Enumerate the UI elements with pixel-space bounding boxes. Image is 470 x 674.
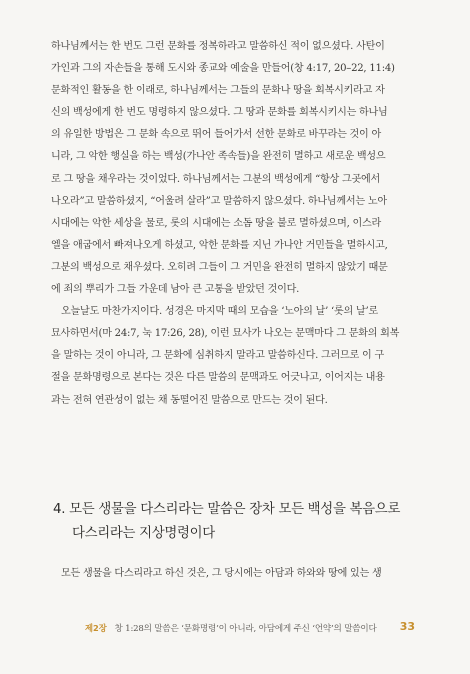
body-line: 에 죄의 뿌리가 그들 가운데 남아 큰 고통을 받았던 것이다. — [51, 284, 300, 296]
body-line: 나오라”고 말씀하셨지, “어울려 살라”고 말씀하지 않으셨다. 하나님께서는 노아 — [51, 195, 387, 207]
body-line: 로 그 땅을 채우라는 것이었다. 하나님께서는 그분의 백성에게 “항상 그곳에서 — [51, 173, 381, 185]
body-line: 시대에는 악한 세상을 물로, 롯의 시대에는 소돔 땅을 불로 멸하셨으며, 이스라 — [51, 217, 382, 229]
body-line: 문화적인 활동을 한 이래로, 하나님께서는 그들의 문화나 땅을 회복시키라고 자 — [51, 85, 385, 97]
chapter-label: 제2장 — [85, 623, 107, 633]
section-body — [61, 563, 431, 585]
section-heading — [53, 498, 433, 546]
body-line: 모든 생물을 다스리라고 하신 것은, 그 당시에는 아담과 하와와 땅에 있는 생 — [61, 568, 382, 579]
body-line: 을 말하는 것이 아니라, 그 문화에 심취하지 말라고 말씀하신다. 그러므로 이 구 — [51, 350, 384, 362]
body-line: 그분의 백성으로 채우셨다. 오히려 그들이 그 거민을 완전히 멸하지 않았기 때문 — [51, 261, 388, 273]
body-line: 묘사하면서(마 24:7, 눅 17:26, 28), 이런 묘사가 나오는 문맥마다 그 문화의 회복 — [51, 328, 400, 340]
body-line: 가인과 그의 자손들을 통해 도시와 종교와 예술을 만들어(창 4:17, 20–22, 11:4) — [51, 63, 395, 75]
body-line: 니라, 그 악한 행실을 하는 백성(가나안 족속들)을 완전히 멸하고 새로운 백성으 — [51, 151, 386, 163]
section-heading-line: 4. 모든 생물을 다스리라는 말씀은 장차 모든 백성을 복음으로 — [53, 502, 401, 517]
running-title: 창 1:28의 말씀은 ‘문화명령’이 아니라, 아담에게 주신 ‘언약’의 말씀이다 — [114, 624, 377, 634]
body-line: 엘을 애굽에서 빠져나오게 하셨고, 악한 문화를 지닌 가나안 거민들을 멸하시고, — [51, 239, 388, 251]
section-heading-line: 다스리라는 지상명령이다 — [72, 526, 215, 541]
body-line: 절을 문화명령으로 본다는 것은 다른 말씀의 문맥과도 어긋나고, 이어지는 내용 — [51, 372, 385, 384]
body-line: 오늘날도 마찬가지이다. 성경은 마지막 때의 모습을 ‘노아의 날’ ‘롯의 날’로 — [61, 306, 378, 318]
body-paragraphs — [51, 36, 427, 412]
body-line: 하나님께서는 한 번도 그런 문화를 정복하라고 말씀하신 적이 없으셨다. 사탄이 — [51, 41, 385, 52]
body-line: 과는 전혀 연관성이 없는 채 동떨어진 말씀으로 만드는 것이 된다. — [51, 394, 328, 406]
body-line: 의 유일한 방법은 그 문화 속으로 뛰어 들어가서 선한 문화로 바꾸라는 것이 아 — [51, 129, 382, 141]
page-footer — [85, 618, 415, 638]
page-number: 33 — [399, 620, 415, 633]
body-line: 신의 백성에게 한 번도 명령하지 않으셨다. 그 땅과 문화를 회복시키시는 하나님 — [51, 107, 388, 119]
